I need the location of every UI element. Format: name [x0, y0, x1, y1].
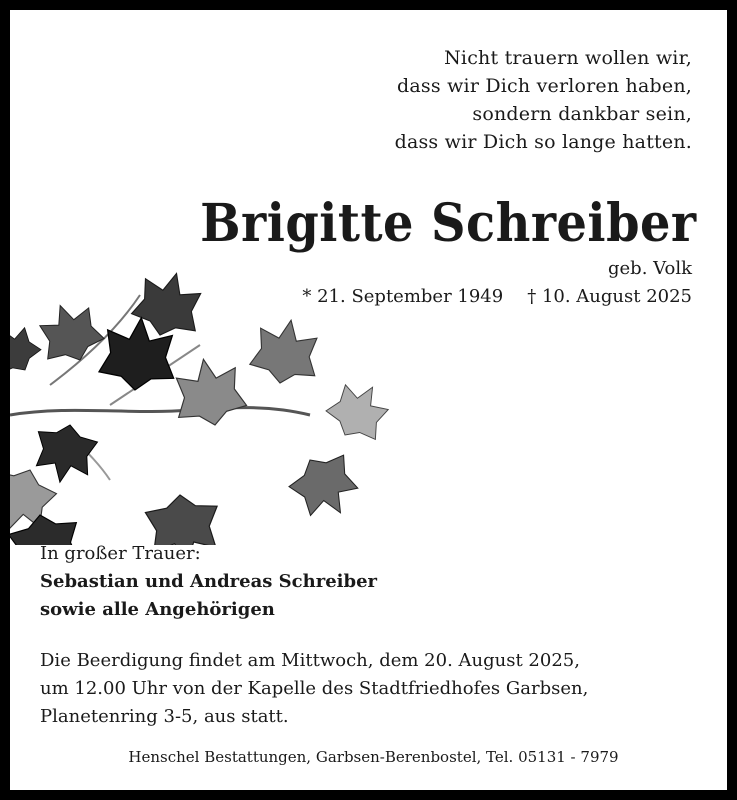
poem-line: sondern dankbar sein, — [472, 103, 692, 125]
birth-date: * 21. September 1949 — [302, 286, 504, 307]
poem-line: dass wir Dich so lange hatten. — [394, 131, 692, 153]
mourner-names: Sebastian und Andreas Schreiber — [40, 571, 378, 592]
death-date: † 10. August 2025 — [527, 286, 692, 307]
mourning-intro: In großer Trauer: — [40, 543, 201, 564]
poem-line: dass wir Dich verloren haben, — [397, 75, 692, 97]
ivy-leaves-illustration — [10, 265, 390, 545]
mourners-block — [40, 540, 377, 624]
funeral-line: Die Beerdigung findet am Mittwoch, dem 20. August 2025, — [40, 650, 580, 671]
maiden-name: geb. Volk — [608, 258, 692, 279]
other-relatives: sowie alle Angehörigen — [40, 599, 275, 620]
memorial-poem — [395, 44, 692, 156]
funeral-line: Planetenring 3-5, aus statt. — [40, 706, 289, 727]
deceased-name: Brigitte Schreiber — [200, 193, 697, 254]
funeral-home-contact: Henschel Bestattungen, Garbsen-Berenbostel, Tel. 05131 - 7979 — [128, 748, 619, 766]
funeral-details — [40, 647, 588, 731]
obituary-notice — [10, 10, 727, 790]
funeral-line: um 12.00 Uhr von der Kapelle des Stadtfriedhofes Garbsen, — [40, 678, 589, 699]
poem-line: Nicht trauern wollen wir, — [444, 47, 692, 69]
